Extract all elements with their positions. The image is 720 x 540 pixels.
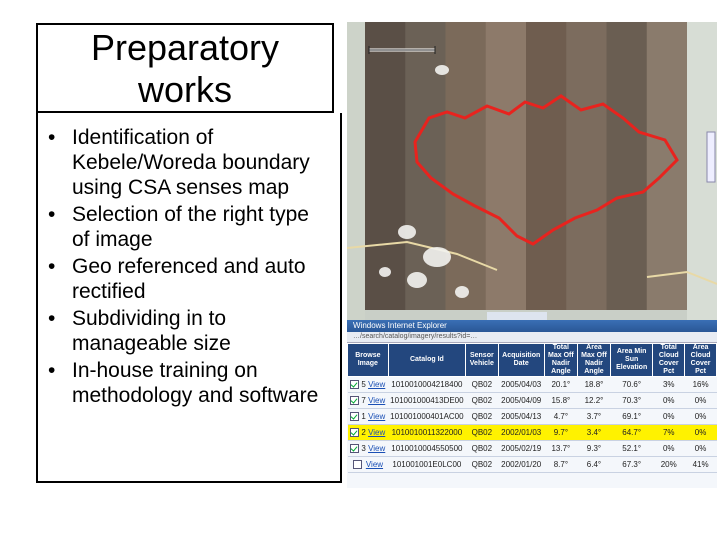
- imagery-strip: [486, 22, 527, 310]
- cell-area-cloud: 0%: [685, 393, 717, 409]
- cell-area-off: 3.7°: [577, 409, 610, 425]
- cell-sun: 67.3°: [611, 457, 653, 473]
- view-link[interactable]: View: [368, 411, 386, 421]
- bullet-glyph: •: [48, 359, 56, 382]
- imagery-strip: [607, 22, 648, 310]
- bullet-item: [46, 202, 332, 252]
- row-checkbox[interactable]: [350, 396, 359, 405]
- cell-catalog: 1010010011322000: [388, 425, 465, 441]
- cell-total-off: 4.7°: [544, 409, 577, 425]
- bullet-text: Subdividing in to manageable size: [72, 307, 231, 355]
- bullet-item: [46, 358, 332, 408]
- browse-cell: [348, 425, 389, 441]
- view-link[interactable]: View: [368, 379, 386, 389]
- cell-area-off: 6.4°: [577, 457, 610, 473]
- bullet-list-box: [36, 113, 342, 483]
- imagery-strip: [446, 22, 487, 310]
- imagery-strip: [365, 22, 406, 310]
- row-checkbox[interactable]: [353, 460, 362, 469]
- row-number: 5: [361, 379, 369, 389]
- cell-sensor: QB02: [466, 377, 499, 393]
- bullet-text: In-house training on methodology and software: [72, 359, 319, 407]
- cell-total-cloud: 0%: [653, 441, 685, 457]
- cell-catalog: 101001001E0LC00: [388, 457, 465, 473]
- view-link[interactable]: View: [368, 427, 386, 437]
- row-checkbox[interactable]: [350, 380, 359, 389]
- cell-date: 2005/04/03: [498, 377, 544, 393]
- bullet-text: Geo referenced and auto rectified: [72, 255, 306, 303]
- cell-area-off: 3.4°: [577, 425, 610, 441]
- address-bar[interactable]: …/search/catalog/imagery/results?id=…: [347, 332, 717, 343]
- browser-title-bar: Windows Internet Explorer: [347, 320, 717, 332]
- table-row[interactable]: [348, 377, 717, 393]
- column-header[interactable]: Acquisition Date: [498, 344, 544, 377]
- cell-date: 2005/04/13: [498, 409, 544, 425]
- cell-date: 2002/01/03: [498, 425, 544, 441]
- title-line-2: works: [137, 69, 232, 110]
- cell-total-cloud: 7%: [653, 425, 685, 441]
- bullet-glyph: •: [48, 126, 56, 149]
- cell-catalog: 1010010004218400: [388, 377, 465, 393]
- column-header[interactable]: Area Min Sun Elevation: [611, 344, 653, 377]
- cell-area-off: 12.2°: [577, 393, 610, 409]
- bullet-text: Selection of the right type of image: [72, 203, 309, 251]
- cell-area-cloud: 0%: [685, 441, 717, 457]
- bullet-glyph: •: [48, 203, 56, 226]
- column-header[interactable]: Total Cloud Cover Pct: [653, 344, 685, 377]
- bullet-glyph: •: [48, 307, 56, 330]
- column-header[interactable]: Browse Image: [348, 344, 389, 377]
- cell-area-off: 18.8°: [577, 377, 610, 393]
- column-header[interactable]: Total Max Off Nadir Angle: [544, 344, 577, 377]
- bullet-item: [46, 125, 332, 200]
- imagery-strips: [365, 22, 688, 310]
- cell-total-off: 8.7°: [544, 457, 577, 473]
- cell-total-off: 9.7°: [544, 425, 577, 441]
- cell-sun: 70.3°: [611, 393, 653, 409]
- bullet-text: Identification of Kebele/Woreda boundary using CSA senses map: [72, 126, 310, 199]
- bullet-item: [46, 306, 332, 356]
- table-row[interactable]: [348, 441, 717, 457]
- cell-total-off: 20.1°: [544, 377, 577, 393]
- cell-total-off: 15.8°: [544, 393, 577, 409]
- cell-total-off: 13.7°: [544, 441, 577, 457]
- view-link[interactable]: View: [368, 443, 386, 453]
- cell-total-cloud: 0%: [653, 409, 685, 425]
- cell-sensor: QB02: [466, 425, 499, 441]
- browse-cell: [348, 409, 389, 425]
- cell-catalog: 101001000413DE00: [388, 393, 465, 409]
- cell-date: 2002/01/20: [498, 457, 544, 473]
- cell-total-cloud: 0%: [653, 393, 685, 409]
- browse-cell: [348, 441, 389, 457]
- view-link[interactable]: View: [365, 459, 384, 469]
- browse-cell: [348, 457, 389, 473]
- cell-date: 2005/02/19: [498, 441, 544, 457]
- table-row[interactable]: [348, 409, 717, 425]
- satellite-map-canvas: [347, 22, 717, 320]
- cell-sun: 64.7°: [611, 425, 653, 441]
- table-row[interactable]: [348, 425, 717, 441]
- cell-area-cloud: 41%: [685, 457, 717, 473]
- table-body: [348, 377, 717, 473]
- cell-catalog: 101001000401AC00: [388, 409, 465, 425]
- column-header[interactable]: Area Cloud Cover Pct: [685, 344, 717, 377]
- cell-sun: 69.1°: [611, 409, 653, 425]
- bullet-glyph: •: [48, 255, 56, 278]
- title-line-1: Preparatory: [90, 27, 280, 68]
- imagery-strip: [566, 22, 607, 310]
- bullet-list: [46, 125, 332, 408]
- cell-catalog: 1010010004550500: [388, 441, 465, 457]
- row-number: 1: [361, 411, 369, 421]
- table-row[interactable]: [348, 393, 717, 409]
- cell-area-cloud: 0%: [685, 409, 717, 425]
- map-margin-left: [347, 22, 365, 320]
- column-header[interactable]: Sensor Vehicle: [466, 344, 499, 377]
- imagery-strip: [647, 22, 688, 310]
- row-number: 7: [361, 395, 369, 405]
- cell-sensor: QB02: [466, 409, 499, 425]
- map-zoom-control: [707, 132, 715, 182]
- column-header[interactable]: Catalog Id: [388, 344, 465, 377]
- row-checkbox[interactable]: [350, 428, 359, 437]
- map-search-tab: [487, 312, 547, 320]
- cell-area-cloud: 0%: [685, 425, 717, 441]
- cell-sun: 70.6°: [611, 377, 653, 393]
- table-row[interactable]: [348, 457, 717, 473]
- cell-date: 2005/04/09: [498, 393, 544, 409]
- catalog-results-window: [347, 320, 717, 488]
- view-link[interactable]: View: [368, 395, 386, 405]
- row-checkbox[interactable]: [350, 444, 359, 453]
- browse-cell: [348, 393, 389, 409]
- cell-sensor: QB02: [466, 457, 499, 473]
- cell-sensor: QB02: [466, 441, 499, 457]
- imagery-strip: [526, 22, 567, 310]
- bullet-item: [46, 254, 332, 304]
- catalog-results-table: [347, 343, 717, 473]
- cell-sun: 52.1°: [611, 441, 653, 457]
- cell-total-cloud: 3%: [653, 377, 685, 393]
- cell-sensor: QB02: [466, 393, 499, 409]
- row-number: 3: [361, 443, 369, 453]
- row-checkbox[interactable]: [350, 412, 359, 421]
- cell-area-cloud: 16%: [685, 377, 717, 393]
- slide-title: [36, 23, 334, 113]
- browse-cell: [348, 377, 389, 393]
- cell-total-cloud: 20%: [653, 457, 685, 473]
- cell-area-off: 9.3°: [577, 441, 610, 457]
- column-header[interactable]: Area Max Off Nadir Angle: [577, 344, 610, 377]
- satellite-map[interactable]: [347, 22, 717, 320]
- row-number: 2: [361, 427, 369, 437]
- table-header-row: [348, 344, 717, 377]
